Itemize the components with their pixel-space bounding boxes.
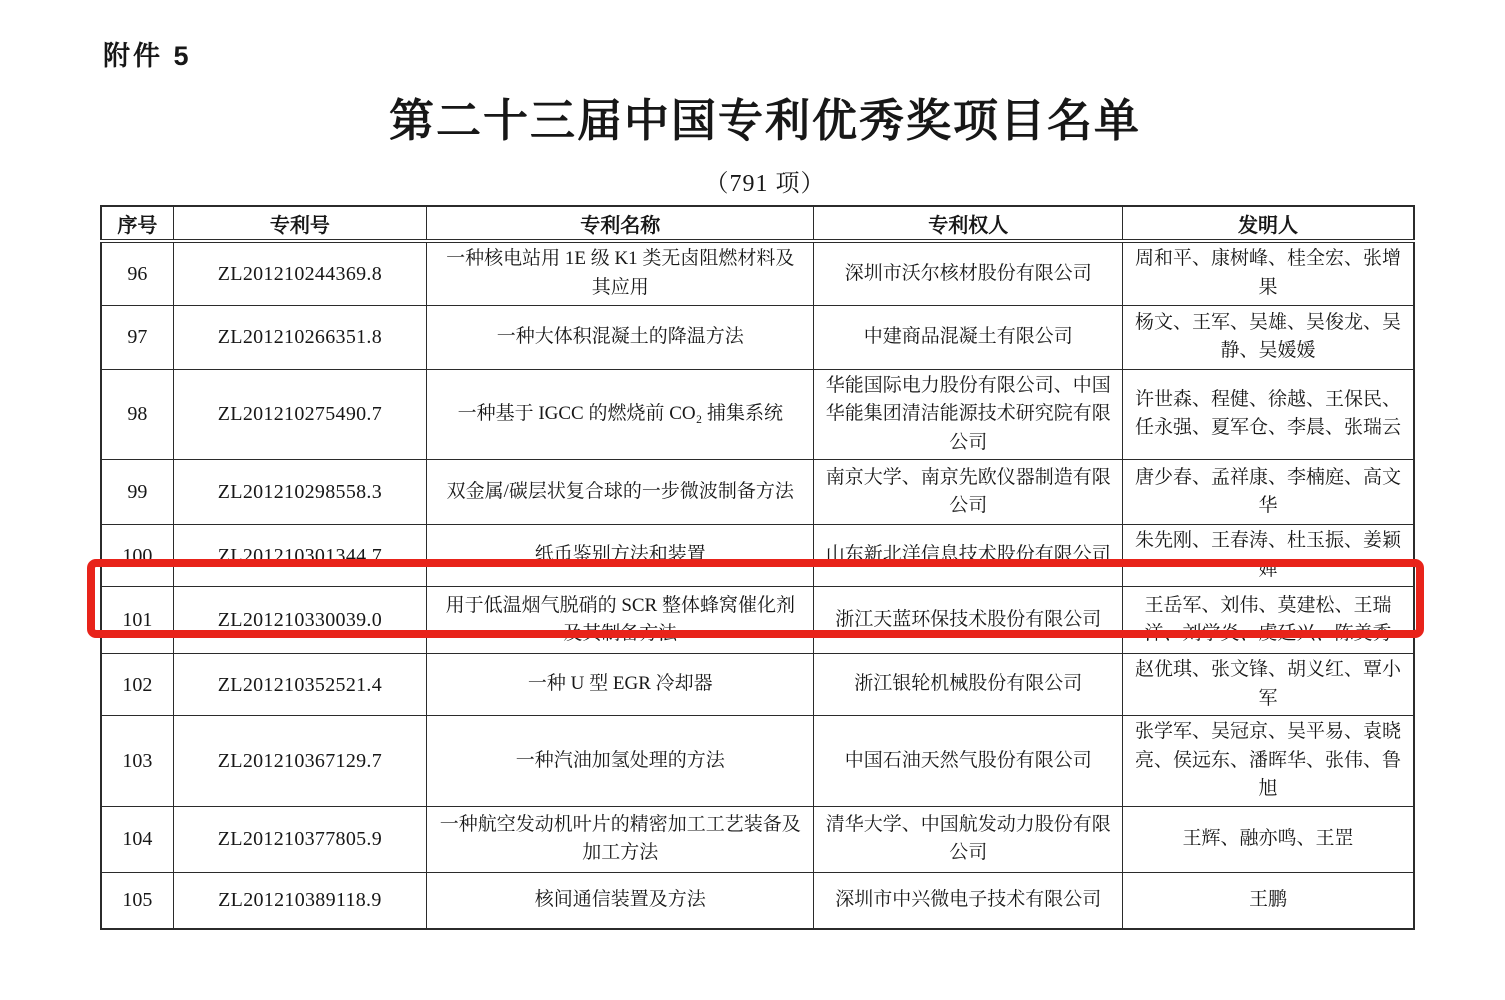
cell-owner: 浙江银轮机械股份有限公司 [814,654,1123,716]
cell-owner: 深圳市中兴微电子技术有限公司 [814,872,1123,929]
table-row [101,806,1414,872]
patent-table [100,205,1415,930]
column-header-name: 专利名称 [427,206,814,241]
cell-name: 一种大体积混凝土的降温方法 [427,305,814,369]
table-row [101,369,1414,460]
column-header-owner: 专利权人 [814,206,1123,241]
cell-name: 一种基于 IGCC 的燃烧前 CO₂ 捕集系统 [427,369,814,460]
cell-inventors: 朱先刚、王春涛、杜玉振、姜颖婵 [1122,525,1414,587]
cell-inventors: 王岳军、刘伟、莫建松、王瑞洋、刘学炎、虞廷兴、陈美秀 [1122,587,1414,654]
cell-no: 101 [101,587,173,654]
cell-name: 一种汽油加氢处理的方法 [427,716,814,807]
cell-patent-no: ZL201210298558.3 [173,460,426,525]
cell-inventors: 王鹏 [1122,872,1414,929]
cell-patent-no: ZL201210330039.0 [173,587,426,654]
cell-inventors: 周和平、康树峰、桂全宏、张增果 [1122,241,1414,305]
cell-owner: 清华大学、中国航发动力股份有限公司 [814,806,1123,872]
table-row [101,716,1414,807]
column-header-inventors: 发明人 [1122,206,1414,241]
cell-owner: 中建商品混凝土有限公司 [814,305,1123,369]
table-row-highlighted [101,587,1414,654]
cell-name: 用于低温烟气脱硝的 SCR 整体蜂窝催化剂及其制备方法 [427,587,814,654]
cell-patent-no: ZL201210377805.9 [173,806,426,872]
cell-name: 一种核电站用 1E 级 K1 类无卤阻燃材料及其应用 [427,241,814,305]
cell-owner: 山东新北洋信息技术股份有限公司 [814,525,1123,587]
column-header-no: 序号 [101,206,173,241]
cell-owner: 浙江天蓝环保技术股份有限公司 [814,587,1123,654]
cell-no: 104 [101,806,173,872]
cell-patent-no: ZL201210352521.4 [173,654,426,716]
cell-no: 97 [101,305,173,369]
table-row [101,241,1414,305]
cell-patent-no: ZL201210244369.8 [173,241,426,305]
cell-patent-no: ZL201210389118.9 [173,872,426,929]
cell-patent-no: ZL201210266351.8 [173,305,426,369]
cell-no: 98 [101,369,173,460]
cell-patent-no: ZL201210301344.7 [173,525,426,587]
table-row [101,305,1414,369]
cell-no: 102 [101,654,173,716]
cell-inventors: 唐少春、孟祥康、李楠庭、高文华 [1122,460,1414,525]
cell-no: 100 [101,525,173,587]
cell-name: 纸币鉴别方法和装置 [427,525,814,587]
attachment-label: 附件 5 [103,41,192,71]
cell-owner: 中国石油天然气股份有限公司 [814,716,1123,807]
table-row [101,460,1414,525]
cell-name: 核间通信装置及方法 [427,872,814,929]
cell-inventors: 王辉、融亦鸣、王罡 [1122,806,1414,872]
header-row [101,206,1414,241]
cell-inventors: 杨文、王军、吴雄、吴俊龙、吴静、吴媛媛 [1122,305,1414,369]
table-header [101,206,1414,241]
table-row [101,525,1414,587]
cell-patent-no: ZL201210367129.7 [173,716,426,807]
cell-name: 双金属/碳层状复合球的一步微波制备方法 [427,460,814,525]
column-header-patent-no: 专利号 [173,206,426,241]
item-count-subtitle: （791 项） [704,171,826,197]
cell-patent-no: ZL201210275490.7 [173,369,426,460]
cell-inventors: 赵优琪、张文锋、胡义红、覃小军 [1122,654,1414,716]
cell-owner: 南京大学、南京先欧仪器制造有限公司 [814,460,1123,525]
cell-no: 105 [101,872,173,929]
cell-name: 一种 U 型 EGR 冷却器 [427,654,814,716]
cell-no: 103 [101,716,173,807]
table-row [101,872,1414,929]
cell-no: 96 [101,241,173,305]
cell-owner: 华能国际电力股份有限公司、中国华能集团清洁能源技术研究院有限公司 [814,369,1123,460]
table-row [101,654,1414,716]
cell-owner: 深圳市沃尔核材股份有限公司 [814,241,1123,305]
page-title: 第二十三届中国专利优秀奖项目名单 [388,96,1141,146]
cell-name: 一种航空发动机叶片的精密加工工艺装备及加工方法 [427,806,814,872]
cell-inventors: 许世森、程健、徐越、王保民、任永强、夏军仓、李晨、张瑞云 [1122,369,1414,460]
cell-no: 99 [101,460,173,525]
cell-inventors: 张学军、吴冠京、吴平易、袁晓亮、侯远东、潘晖华、张伟、鲁旭 [1122,716,1414,807]
